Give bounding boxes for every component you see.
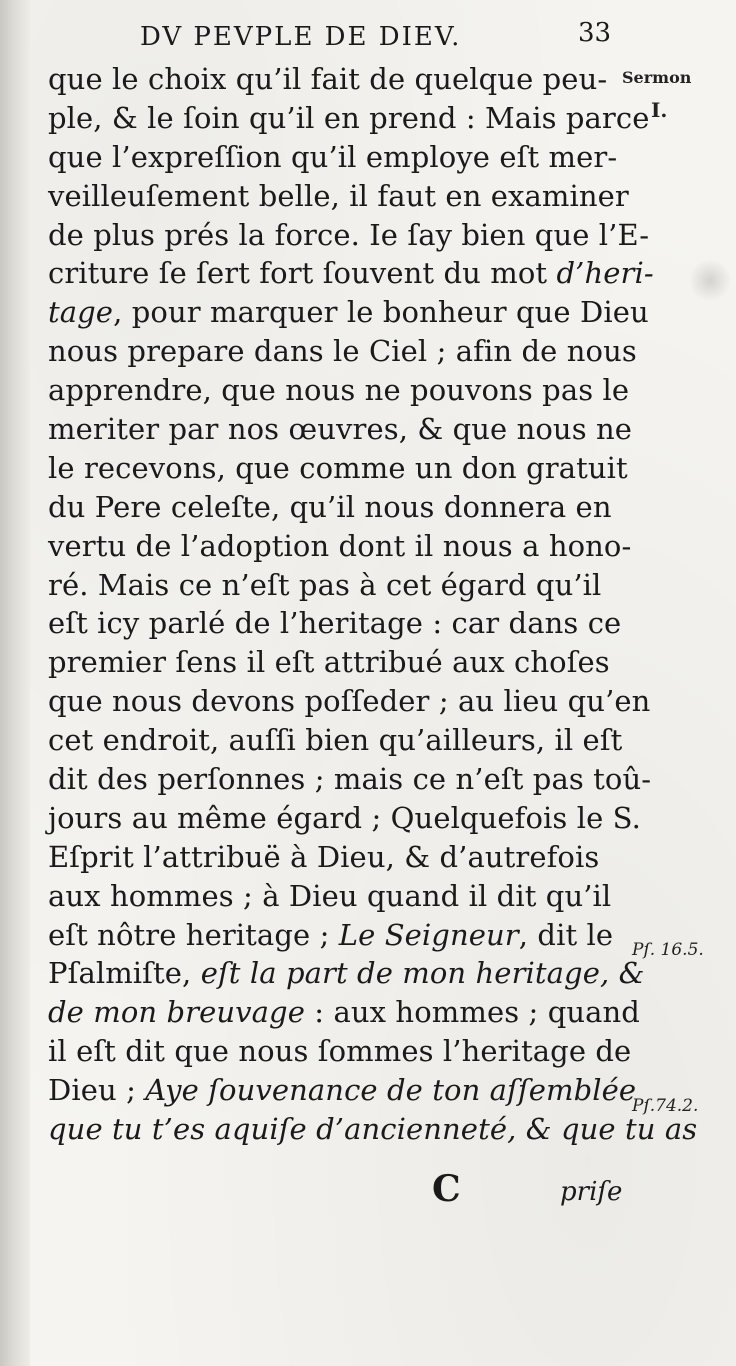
text-line: vertu de l’adoption dont il nous a hono- (48, 528, 632, 563)
text-line: cet endroit, auſſi bien qu’ailleurs, il eſt (48, 723, 623, 758)
text-line: que nous devons poſſeder ; au lieu qu’en (48, 684, 651, 719)
margin-sermon-number: I. (651, 98, 668, 122)
running-head: DV PEVPLE DE DIEV. (140, 22, 462, 52)
italic-text: eſt la part de mon heritage, & (200, 956, 645, 991)
margin-reference-psalm-16: Pſ. 16.5. (632, 940, 704, 960)
text-line: il eſt dit que nous ſommes l’heritage de (48, 1034, 632, 1069)
italic-text: Le Seigneur (338, 917, 519, 952)
text-line: ple, & le ſoin qu’il en prend : Mais parce (48, 100, 650, 135)
italic-text: tage (48, 295, 114, 330)
text-line: du Pere celeſte, qu’il nous donnera en (48, 489, 612, 524)
paper-stain (690, 258, 730, 303)
margin-reference-psalm-74: Pſ.74.2. (632, 1096, 699, 1116)
italic-text: que tu t’es aquiſe d’ancienneté, & que tu as (48, 1112, 698, 1147)
text-line: le recevons, que comme un don gratuit (48, 450, 628, 485)
text-line: de plus prés la force. Ie ſay bien que l’E- (48, 217, 650, 252)
line-rest: , pour marquer le bonheur que Dieu (113, 295, 649, 330)
text-line: Pſalmiſte, eſt la part de mon heritage, & (48, 956, 645, 991)
text-line: dit des perſonnes ; mais ce n’eſt pas toû- (48, 762, 652, 797)
text-line: que le choix qu’il fait de quelque peu- (48, 62, 608, 96)
text-line: Dieu ; Aye ſouvenance de ton aſſemblée (48, 1073, 637, 1108)
text-line: jours au même égard ; Quelquefois le S. (48, 800, 641, 835)
text-line (48, 993, 640, 1032)
text-line: eſt nôtre heritage ; Le Seigneur, dit le (48, 917, 614, 952)
text-line: aux hommes ; à Dieu quand il dit qu’il (48, 878, 612, 913)
page-gutter (0, 0, 30, 1366)
text-line: eſt icy parlé de l’heritage : car dans ce (48, 606, 622, 641)
text-line: veilleuſement belle, il faut en examiner (48, 178, 629, 213)
text-line: criture ſe ſert fort ſouvent du mot d’heri- (48, 256, 654, 291)
text-line: nous prepare dans le Ciel ; afin de nous (48, 334, 637, 369)
page-number: 33 (578, 18, 612, 48)
text-line (48, 1110, 698, 1149)
text-line: ré. Mais ce n’eſt pas à cet égard qu’il (48, 567, 602, 602)
catchword: priſe (560, 1177, 623, 1207)
text-line: Eſprit l’attribuë à Dieu, & d’autrefois (48, 839, 600, 874)
margin-sermon-label: Sermon (622, 68, 692, 87)
italic-text: d’heri- (556, 256, 654, 291)
italic-text: Aye ſouvenance de ton aſſemblée (145, 1073, 637, 1108)
line-rest: : aux hommes ; quand (304, 995, 640, 1030)
text-line: meriter par nos œuvres, & que nous ne (48, 412, 633, 447)
text-line: que l’expreſſion qu’il employe eſt mer- (48, 139, 618, 174)
text-line: premier ſens il eſt attribué aux choſes (48, 645, 610, 680)
text-line (48, 293, 649, 332)
italic-text: de mon breuvage (48, 995, 305, 1030)
signature-mark: C (432, 1168, 461, 1210)
text-line: apprendre, que nous ne pouvons pas le (48, 373, 630, 408)
